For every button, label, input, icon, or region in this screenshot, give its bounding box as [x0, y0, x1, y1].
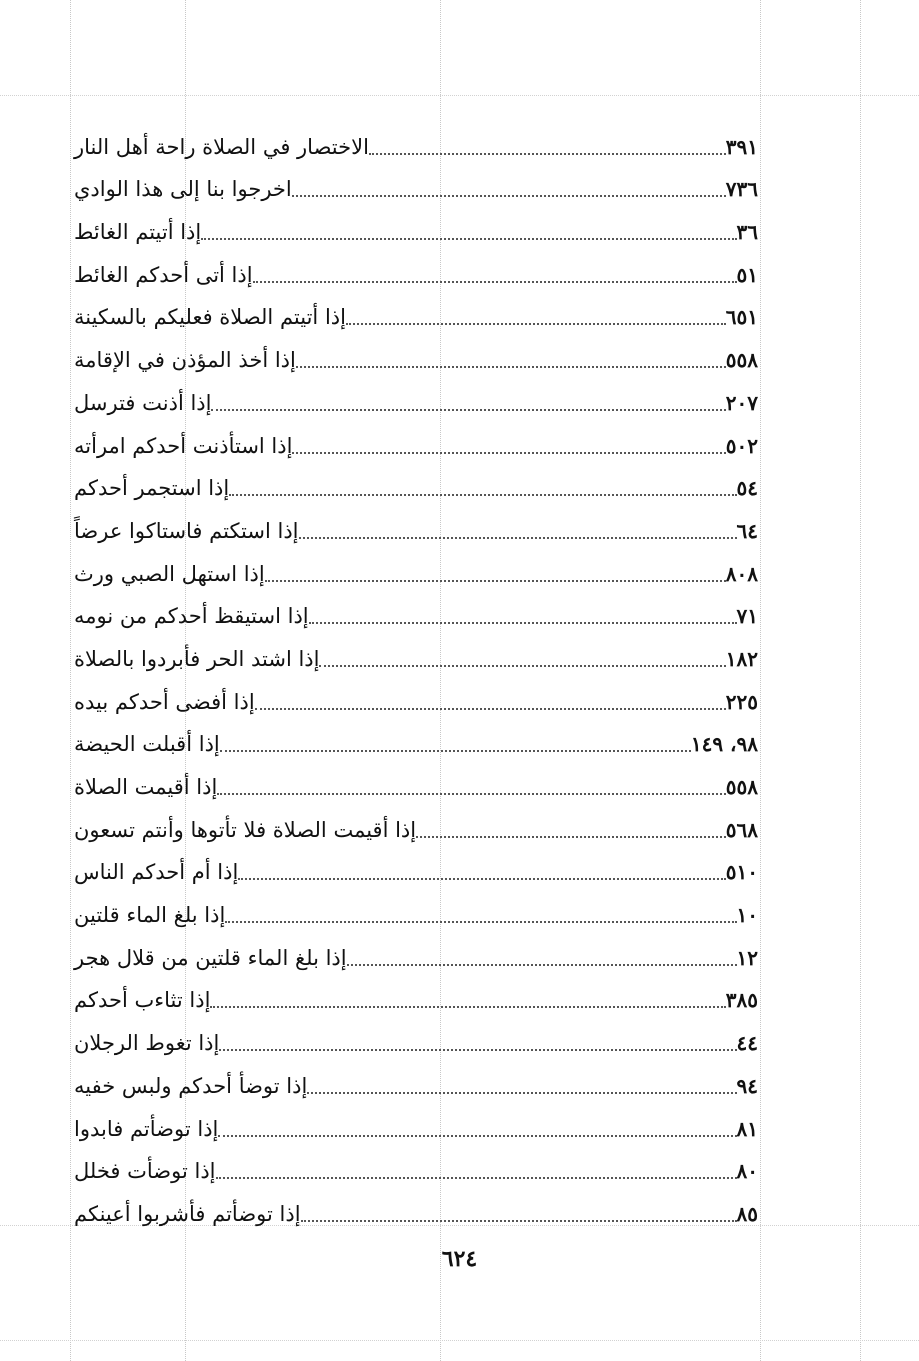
dot-leader	[253, 281, 737, 283]
dot-leader	[225, 921, 736, 923]
page-number: ٦٢٤	[441, 1246, 478, 1272]
dot-leader	[218, 1135, 736, 1137]
entry-page-number: ٢٠٧	[725, 390, 758, 415]
entry-phrase: إذا توضأ أحدكم ولبس خفيه	[74, 1073, 308, 1098]
entry-phrase: إذا أذنت فترسل	[74, 390, 212, 415]
index-entry	[68, 803, 764, 846]
entry-phrase: إذا استهل الصبي ورث	[74, 561, 265, 586]
entry-page-number: ٨٠	[736, 1159, 758, 1184]
dot-leader	[211, 409, 725, 411]
index-entry	[68, 1145, 764, 1188]
index-entry	[68, 846, 764, 889]
entry-phrase: إذا بلغ الماء قلتين	[74, 903, 226, 928]
dot-leader	[301, 1220, 737, 1222]
entry-page-number: ٧٣٦	[725, 177, 758, 202]
entry-phrase: إذا بلغ الماء قلتين من قلال هجر	[74, 945, 347, 970]
index-entry	[68, 291, 764, 334]
index-entry	[68, 718, 764, 761]
index-entry	[68, 675, 764, 718]
dot-leader	[292, 452, 725, 454]
entry-phrase: إذا تغوط الرجلان	[74, 1031, 220, 1056]
dot-leader	[210, 1006, 725, 1008]
entry-phrase: إذا أتيتم الصلاة فعليكم بالسكينة	[74, 305, 346, 330]
index-entry	[68, 1102, 764, 1145]
entry-page-number: ٥٥٨	[725, 348, 758, 373]
index-entry	[68, 931, 764, 974]
entry-phrase: إذا أفضى أحدكم بيده	[74, 689, 255, 714]
entry-phrase: إذا أتيتم الغائط	[74, 220, 202, 245]
scan-guide-line	[0, 95, 919, 96]
dot-leader	[309, 622, 737, 624]
entry-phrase: إذا أم أحدكم الناس	[74, 860, 239, 885]
dot-leader	[219, 1049, 736, 1051]
entry-page-number: ٦٥١	[725, 305, 758, 330]
index-entry	[68, 1187, 764, 1230]
entry-page-number: ٦٤	[736, 518, 758, 543]
entry-phrase: إذا توضأتم فأشربوا أعينكم	[74, 1201, 301, 1226]
entry-page-number: ٢٢٥	[725, 689, 758, 714]
entry-page-number: ٥١٠	[725, 860, 758, 885]
entry-page-number: ٤٤	[736, 1031, 758, 1056]
entry-page-number: ٣٨٥	[725, 988, 758, 1013]
entry-page-number: ٥٦٨	[725, 817, 758, 842]
entry-page-number: ٣٩١	[725, 134, 758, 159]
entry-phrase: الاختصار في الصلاة راحة أهل النار	[74, 134, 369, 159]
entry-phrase: إذا توضأتم فابدوا	[74, 1116, 219, 1141]
index-entry	[68, 120, 764, 163]
entry-page-number: ٩٨، ١٤٩	[690, 732, 758, 757]
entry-page-number: ٩٤	[736, 1073, 758, 1098]
index-entry	[68, 590, 764, 633]
entry-page-number: ٥٥٨	[725, 775, 758, 799]
entry-phrase: إذا توضأت فخلل	[74, 1159, 216, 1184]
entry-phrase: إذا أخذ المؤذن في الإقامة	[74, 348, 296, 373]
entry-phrase: إذا أتى أحدكم الغائط	[74, 262, 253, 287]
entry-phrase: إذا استأذنت أحدكم امرأته	[74, 433, 293, 458]
dot-leader	[346, 323, 726, 325]
index-entry	[68, 888, 764, 931]
dot-leader	[369, 153, 726, 155]
entry-page-number: ٨١	[736, 1116, 758, 1141]
dot-leader	[319, 665, 725, 667]
hadith-index-list	[68, 120, 764, 1230]
entry-page-number: ٨٥	[736, 1201, 758, 1226]
index-entry	[68, 547, 764, 590]
dot-leader	[229, 494, 736, 496]
index-entry	[68, 419, 764, 462]
entry-phrase: إذا استكتم فاستاكوا عرضاً	[74, 518, 299, 543]
dot-leader	[255, 708, 726, 710]
dot-leader	[296, 366, 726, 368]
dot-leader	[416, 836, 726, 838]
dot-leader	[307, 1092, 736, 1094]
entry-page-number: ١٠	[736, 903, 758, 928]
index-entry	[68, 248, 764, 291]
index-entry	[68, 504, 764, 547]
entry-phrase: اخرجوا بنا إلى هذا الوادي	[74, 177, 292, 202]
entry-page-number: ٥١	[736, 262, 758, 287]
entry-page-number: ٣٦	[736, 220, 758, 245]
dot-leader	[216, 1177, 737, 1179]
dot-leader	[238, 878, 725, 880]
index-entry	[68, 1016, 764, 1059]
dot-leader	[201, 238, 736, 240]
entry-page-number: ٥٤	[736, 476, 758, 501]
entry-page-number: ١٨٢	[725, 646, 758, 671]
dot-leader	[299, 537, 737, 539]
entry-phrase: إذا أقيمت الصلاة	[74, 775, 218, 799]
index-entry	[68, 462, 764, 505]
dot-leader	[265, 580, 726, 582]
index-entry	[68, 376, 764, 419]
index-entry	[68, 205, 764, 248]
dot-leader	[292, 195, 726, 197]
entry-page-number: ٧١	[736, 604, 758, 629]
index-entry	[68, 632, 764, 675]
index-entry	[68, 163, 764, 206]
entry-phrase: إذا أقيمت الصلاة فلا تأتوها وأنتم تسعون	[74, 817, 417, 842]
entry-page-number: ١٢	[736, 945, 758, 970]
scan-guide-line	[860, 0, 861, 1361]
dot-leader	[347, 964, 737, 966]
index-entry	[68, 333, 764, 376]
dot-leader	[217, 793, 725, 795]
index-entry	[68, 1059, 764, 1102]
index-entry	[68, 974, 764, 1017]
entry-phrase: إذا تثاءب أحدكم	[74, 988, 211, 1013]
entry-page-number: ٥٠٢	[725, 433, 758, 458]
dot-leader	[220, 750, 691, 752]
index-entry	[68, 760, 764, 803]
scan-guide-line	[0, 1340, 919, 1341]
entry-phrase: إذا أقبلت الحيضة	[74, 732, 220, 757]
entry-phrase: إذا اشتد الحر فأبردوا بالصلاة	[74, 646, 320, 671]
entry-phrase: إذا استيقظ أحدكم من نومه	[74, 604, 309, 629]
entry-phrase: إذا استجمر أحدكم	[74, 476, 230, 501]
entry-page-number: ٨٠٨	[725, 561, 758, 586]
